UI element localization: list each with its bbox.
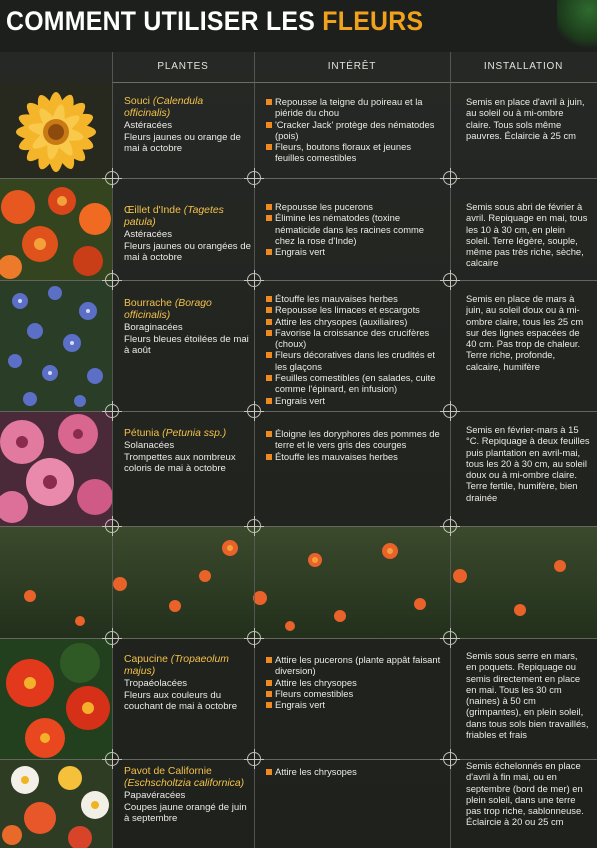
crosshair-icon: [247, 519, 261, 533]
interet-item: Repousse la teigne du poireau et la piéride du chou: [266, 96, 442, 119]
installation-souci: Semis en place d'avril à juin, au soleil ou à mi-ombre claire. Tous sols même pauvres. Éclaircie à 25 cm: [466, 96, 585, 141]
row-divider: [0, 638, 597, 639]
plant-family: Boraginacées: [124, 322, 183, 333]
corner-leaf-decoration: [557, 0, 597, 50]
plant-description: Fleurs bleues étoilées de mai à août: [124, 333, 249, 356]
photo-souci: [0, 82, 112, 178]
interet-item: 'Cracker Jack' protège des nématodes (pois): [266, 119, 442, 142]
plant-name-line: [124, 205, 252, 229]
plant-name-line: [124, 96, 252, 120]
plant-common-name: Bourrache: [124, 298, 172, 309]
interet-item: Étouffe les mauvaises herbes: [266, 293, 442, 304]
crosshair-icon: [105, 631, 119, 645]
interet-item: Attire les chrysopes (auxiliaires): [266, 316, 442, 327]
row-divider: [0, 526, 597, 527]
bourrache-flowers-image: [0, 281, 112, 411]
interet-item: Repousse les pucerons: [266, 201, 442, 212]
photo-pavot: [0, 760, 112, 848]
plant-description: Coupes jaune orangé de juin à septembre: [124, 801, 247, 824]
plant-souci: [124, 96, 252, 155]
crosshair-icon: [247, 404, 261, 418]
plant-latin-name: (Calendula officinalis): [124, 96, 204, 119]
installation-petunia: Semis en février-mars à 15 °C. Repiquage à deux feuilles puis plantation en avril-mai, tous les 20 à 30 cm, au soleil doux ou à mi-ombre claire. Terre fertile, humifère, bien drainée: [466, 424, 590, 503]
photo-bourrache: [0, 281, 112, 411]
crosshair-icon: [247, 171, 261, 185]
plant-common-name: Pétunia: [124, 428, 160, 439]
interet-item: Élimine les nématodes (toxine nématicide dans les racines comme chez la rose d'Inde): [266, 212, 442, 246]
installation-pavot: Semis échelonnés en place d'avril à fin mai, ou en septembre (bord de mer) en plein soleil, dans une terre pas trop riche, sablonneuse. Éclaircie à 20 ou 25 cm: [466, 760, 584, 828]
crosshair-icon: [105, 404, 119, 418]
interet-list-pavot: [266, 766, 442, 777]
interet-list-oeillet: [266, 201, 442, 257]
oeillet-flowers-image: [0, 179, 112, 280]
interet-list-bourrache: [266, 293, 442, 406]
crosshair-icon: [105, 752, 119, 766]
crosshair-icon: [247, 273, 261, 287]
crosshair-icon: [443, 631, 457, 645]
title-main: COMMENT UTILISER LES: [6, 6, 323, 36]
plant-name-line: [124, 766, 252, 790]
photo-petunia: [0, 412, 112, 526]
interet-item: Attire les chrysopes: [266, 766, 442, 777]
plant-capucine: [124, 654, 252, 713]
crosshair-icon: [247, 631, 261, 645]
interet-list-capucine: [266, 654, 442, 710]
interet-item: Éloigne les doryphores des pommes de terre et le vers gris des courges: [266, 428, 442, 451]
plant-oeillet: [124, 205, 252, 264]
crosshair-icon: [105, 273, 119, 287]
calendula-field-photo: [0, 526, 597, 638]
plant-petunia: [124, 428, 252, 475]
photo-capucine: [0, 638, 112, 759]
plant-description: Fleurs aux couleurs du couchant de mai à octobre: [124, 689, 238, 712]
plant-name-line: [124, 654, 252, 678]
crosshair-icon: [443, 519, 457, 533]
interet-item: Attire les pucerons (plante appât faisant diversion): [266, 654, 442, 677]
plant-description: Fleurs jaunes ou orange de mai à octobre: [124, 131, 241, 154]
pavot-flowers-image: [0, 760, 112, 848]
plant-common-name: Souci: [124, 96, 150, 107]
plant-pavot: [124, 766, 252, 825]
plant-latin-name: (Petunia ssp.): [162, 428, 227, 439]
crosshair-icon: [443, 752, 457, 766]
row-divider: [0, 280, 597, 281]
plant-latin-name: (Tropaeolum majus): [124, 654, 229, 677]
interet-item: Favorise la croissance des crucifères (choux): [266, 327, 442, 350]
interet-item: Engrais vert: [266, 395, 442, 406]
crosshair-icon: [443, 273, 457, 287]
crosshair-icon: [247, 752, 261, 766]
title-accent: FLEURS: [322, 6, 424, 36]
row-divider: [0, 411, 597, 412]
souci-flower-image: [0, 82, 112, 178]
photo-oeillet: [0, 179, 112, 280]
petunia-flowers-image: [0, 412, 112, 526]
field-flowers-image: [0, 526, 597, 638]
row-divider: [0, 178, 597, 179]
crosshair-icon: [443, 171, 457, 185]
plant-common-name: Pavot de Californie: [124, 766, 212, 777]
plant-name-line: [124, 298, 252, 322]
crosshair-icon: [105, 519, 119, 533]
installation-capucine: Semis sous serre en mars, en poquets. Repiquage ou semis directement en place en mai. Tous les 30 cm (naines) à 50 cm (grimpantes), en plein soleil, dans tous sols bien travaillés, friables et frais: [466, 650, 589, 741]
installation-bourrache: Semis en place de mars à juin, au soleil doux ou à mi-ombre claire, tous les 25 cm sur des lignes espacées de 40 cm. Pas trop de chaleur. Terre riche, profonde, calcaire, humifère: [466, 293, 584, 372]
plant-family: Astéracées: [124, 229, 172, 240]
header-installation: INSTALLATION: [483, 61, 564, 72]
crosshair-icon: [105, 171, 119, 185]
interet-item: Repousse les limaces et escargots: [266, 304, 442, 315]
plant-latin-name: (Eschscholtzia californica): [124, 778, 245, 789]
plant-family: Papavéracées: [124, 790, 186, 801]
plant-description: Fleurs jaunes ou orangées de mai à octobre: [124, 240, 251, 263]
header-interet: INTÉRÊT: [327, 61, 377, 72]
interet-item: Fleurs décoratives dans les crudités et les glaçons: [266, 349, 442, 372]
plant-name-line: [124, 428, 252, 440]
plant-family: Solanacées: [124, 440, 175, 451]
plant-latin-name: (Borago officinalis): [124, 298, 212, 321]
plant-bourrache: [124, 298, 252, 357]
interet-item: Engrais vert: [266, 246, 442, 257]
capucine-flowers-image: [0, 638, 112, 759]
installation-oeillet: Semis sous abri de février à avril. Repiquage en mai, tous les 10 à 30 cm, en plein soleil. Terre légère, souple, même pas très riche, sèche, calcaire: [466, 201, 588, 269]
interet-item: Engrais vert: [266, 699, 442, 710]
plant-description: Trompettes aux nombreux coloris de mai à octobre: [124, 451, 236, 474]
plant-family: Tropaéolacées: [124, 678, 188, 689]
table-header: [0, 52, 597, 83]
interet-item: Fleurs comestibles: [266, 688, 442, 699]
interet-list-petunia: [266, 428, 442, 462]
page-title: [6, 6, 466, 46]
crosshair-icon: [443, 404, 457, 418]
interet-item: Fleurs, boutons floraux et jeunes feuilles comestibles: [266, 141, 442, 164]
interet-list-souci: [266, 96, 442, 164]
plant-common-name: Œillet d'Inde: [124, 205, 181, 216]
header-plantes: PLANTES: [157, 61, 209, 72]
plant-common-name: Capucine: [124, 654, 168, 665]
plant-family: Astéracées: [124, 120, 172, 131]
plant-latin-name: (Tagetes patula): [124, 205, 224, 228]
interet-item: Feuilles comestibles (en salades, cuite comme l'épinard, en infusion): [266, 372, 442, 395]
interet-item: Attire les chrysopes: [266, 677, 442, 688]
interet-item: Étouffe les mauvaises herbes: [266, 451, 442, 462]
